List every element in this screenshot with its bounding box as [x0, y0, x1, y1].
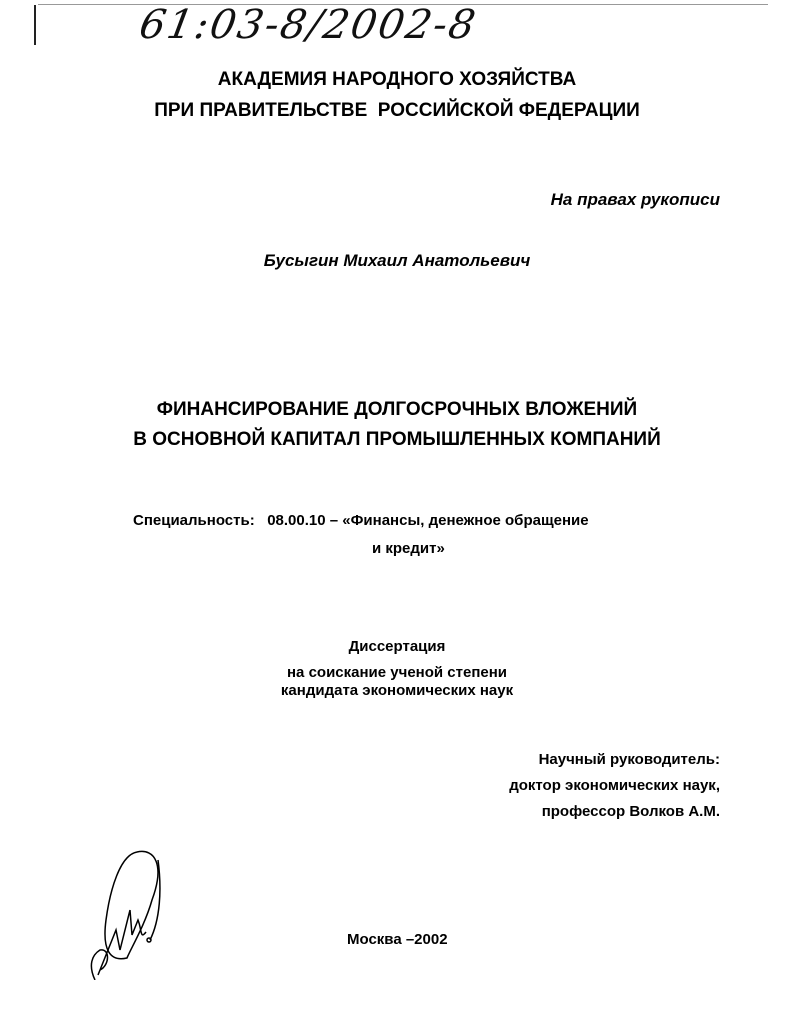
manuscript-note: На правах рукописи: [550, 190, 720, 209]
signature: [80, 840, 170, 980]
title-line2: В ОСНОВНОЙ КАПИТАЛ ПРОМЫШЛЕННЫХ КОМПАНИЙ: [133, 429, 661, 450]
archive-number-handwritten: 61:03-8/2002-8: [135, 2, 481, 48]
author-name: Бусыгин Михаил Анатольевич: [263, 251, 531, 270]
institution-line2: ПРИ ПРАВИТЕЛЬСТВЕ РОССИЙСКОЙ ФЕДЕРАЦИИ: [154, 100, 640, 121]
advisor-line2: доктор экономических наук,: [509, 777, 720, 794]
specialty-line2: и кредит»: [372, 540, 445, 557]
degree-line1: Диссертация: [348, 638, 446, 655]
title-line1: ФИНАНСИРОВАНИЕ ДОЛГОСРОЧНЫХ ВЛОЖЕНИЙ: [156, 399, 638, 420]
advisor-line3: профессор Волков А.М.: [541, 803, 720, 820]
scan-edge-mark: [34, 5, 36, 45]
degree-line3: кандидата экономических наук: [280, 682, 514, 699]
degree-line2: на соискание ученой степени: [287, 664, 507, 681]
place-year: Москва –2002: [347, 931, 448, 948]
advisor-line1: Научный руководитель:: [538, 751, 720, 768]
institution-line1: АКАДЕМИЯ НАРОДНОГО ХОЗЯЙСТВА: [217, 69, 577, 90]
specialty-line1: Специальность: 08.00.10 – «Финансы, денежное обращение: [133, 512, 589, 529]
